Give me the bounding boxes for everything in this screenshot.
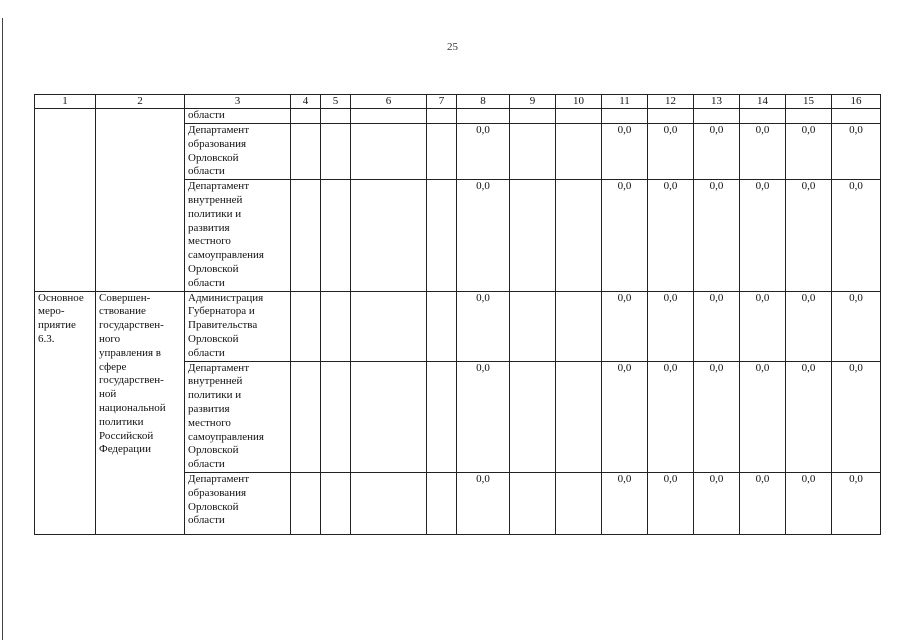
header-cell: 1 bbox=[35, 95, 96, 109]
empty-cell bbox=[510, 291, 556, 361]
empty-cell bbox=[321, 361, 351, 472]
header-cell: 8 bbox=[457, 95, 510, 109]
empty-cell bbox=[321, 124, 351, 180]
empty-cell bbox=[832, 109, 881, 124]
value-cell: 0,0 bbox=[832, 472, 881, 534]
value-cell: 0,0 bbox=[602, 180, 648, 291]
empty-cell bbox=[457, 109, 510, 124]
value-cell: 0,0 bbox=[457, 361, 510, 472]
executor-cell: Департамент образования Орловской области bbox=[185, 124, 291, 180]
value-cell: 0,0 bbox=[786, 361, 832, 472]
empty-cell bbox=[427, 361, 457, 472]
empty-cell bbox=[648, 109, 694, 124]
value-cell: 0,0 bbox=[602, 291, 648, 361]
table-row bbox=[35, 291, 881, 361]
value-cell: 0,0 bbox=[648, 472, 694, 534]
value-cell: 0,0 bbox=[740, 472, 786, 534]
empty-cell bbox=[291, 180, 321, 291]
executor-cell: Департамент внутренней политики и развития местного самоуправления Орловской области bbox=[185, 361, 291, 472]
empty-cell bbox=[510, 472, 556, 534]
empty-cell bbox=[556, 180, 602, 291]
header-cell: 7 bbox=[427, 95, 457, 109]
header-cell: 11 bbox=[602, 95, 648, 109]
executor-cell: Администрация Губернатора и Правительства Орловской области bbox=[185, 291, 291, 361]
empty-cell bbox=[556, 472, 602, 534]
empty-cell bbox=[321, 180, 351, 291]
empty-cell bbox=[556, 291, 602, 361]
header-cell: 13 bbox=[694, 95, 740, 109]
empty-cell bbox=[427, 291, 457, 361]
empty-cell bbox=[510, 361, 556, 472]
value-cell: 0,0 bbox=[602, 124, 648, 180]
value-cell: 0,0 bbox=[457, 180, 510, 291]
empty-cell bbox=[291, 124, 321, 180]
header-cell: 2 bbox=[96, 95, 185, 109]
value-cell: 0,0 bbox=[457, 124, 510, 180]
header-cell: 6 bbox=[351, 95, 427, 109]
value-cell: 0,0 bbox=[648, 361, 694, 472]
empty-cell bbox=[321, 472, 351, 534]
value-cell: 0,0 bbox=[602, 472, 648, 534]
value-cell: 0,0 bbox=[740, 180, 786, 291]
empty-cell bbox=[427, 180, 457, 291]
value-cell: 0,0 bbox=[648, 180, 694, 291]
empty-cell bbox=[291, 109, 321, 124]
header-cell: 5 bbox=[321, 95, 351, 109]
empty-cell bbox=[291, 291, 321, 361]
table-row bbox=[35, 109, 881, 124]
empty-cell bbox=[510, 180, 556, 291]
empty-cell bbox=[291, 361, 321, 472]
value-cell: 0,0 bbox=[786, 472, 832, 534]
column-number-header bbox=[35, 95, 881, 109]
budget-table bbox=[34, 94, 881, 535]
value-cell: 0,0 bbox=[740, 291, 786, 361]
value-cell: 0,0 bbox=[694, 291, 740, 361]
value-cell: 0,0 bbox=[694, 124, 740, 180]
value-cell: 0,0 bbox=[832, 124, 881, 180]
value-cell: 0,0 bbox=[786, 291, 832, 361]
empty-cell bbox=[351, 361, 427, 472]
header-cell: 14 bbox=[740, 95, 786, 109]
empty-cell bbox=[740, 109, 786, 124]
header-cell: 10 bbox=[556, 95, 602, 109]
empty-cell bbox=[510, 109, 556, 124]
value-cell: 0,0 bbox=[648, 124, 694, 180]
header-cell: 16 bbox=[832, 95, 881, 109]
executor-cell: Департамент внутренней политики и развития местного самоуправления Орловской области bbox=[185, 180, 291, 291]
empty-cell bbox=[321, 109, 351, 124]
value-cell: 0,0 bbox=[786, 124, 832, 180]
header-cell: 4 bbox=[291, 95, 321, 109]
empty-cell bbox=[427, 472, 457, 534]
empty-cell bbox=[694, 109, 740, 124]
empty-cell bbox=[351, 109, 427, 124]
value-cell: 0,0 bbox=[694, 361, 740, 472]
page-number: 25 bbox=[447, 41, 458, 53]
binder-line bbox=[2, 18, 3, 640]
value-cell: 0,0 bbox=[832, 361, 881, 472]
executor-cell: области bbox=[185, 109, 291, 124]
value-cell: 0,0 bbox=[457, 291, 510, 361]
empty-cell bbox=[556, 361, 602, 472]
executor-cell: Департамент образования Орловской области bbox=[185, 472, 291, 534]
value-cell: 0,0 bbox=[786, 180, 832, 291]
measure-title-cell bbox=[96, 109, 185, 292]
value-cell: 0,0 bbox=[648, 291, 694, 361]
value-cell: 0,0 bbox=[740, 124, 786, 180]
empty-cell bbox=[321, 291, 351, 361]
empty-cell bbox=[351, 291, 427, 361]
empty-cell bbox=[427, 109, 457, 124]
empty-cell bbox=[351, 472, 427, 534]
measure-cell: Основное меро- приятие 6.3. bbox=[35, 291, 96, 534]
value-cell: 0,0 bbox=[602, 361, 648, 472]
header-cell: 9 bbox=[510, 95, 556, 109]
header-cell: 12 bbox=[648, 95, 694, 109]
value-cell: 0,0 bbox=[832, 180, 881, 291]
empty-cell bbox=[351, 124, 427, 180]
value-cell: 0,0 bbox=[457, 472, 510, 534]
value-cell: 0,0 bbox=[740, 361, 786, 472]
empty-cell bbox=[556, 124, 602, 180]
value-cell: 0,0 bbox=[694, 180, 740, 291]
header-cell: 15 bbox=[786, 95, 832, 109]
value-cell: 0,0 bbox=[694, 472, 740, 534]
empty-cell bbox=[786, 109, 832, 124]
empty-cell bbox=[510, 124, 556, 180]
empty-cell bbox=[556, 109, 602, 124]
measure-cell bbox=[35, 109, 96, 292]
measure-title-cell: Совершен- ствование государствен- ного управления в сфере государствен- ной национальной политики Российской Федерации bbox=[96, 291, 185, 534]
empty-cell bbox=[351, 180, 427, 291]
header-cell: 3 bbox=[185, 95, 291, 109]
empty-cell bbox=[291, 472, 321, 534]
empty-cell bbox=[427, 124, 457, 180]
value-cell: 0,0 bbox=[832, 291, 881, 361]
empty-cell bbox=[602, 109, 648, 124]
